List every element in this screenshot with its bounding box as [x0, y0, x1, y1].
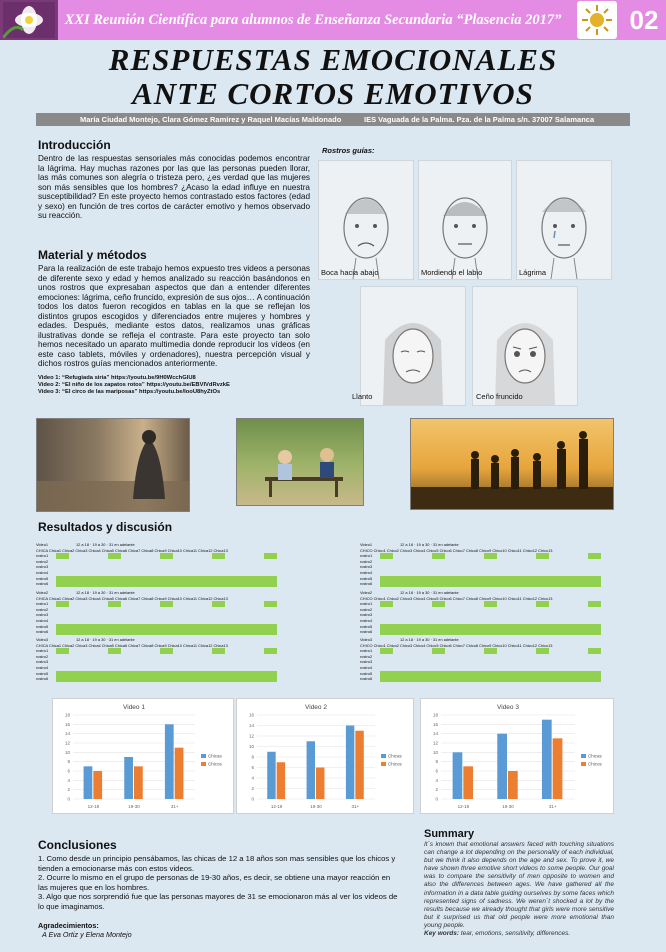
- intro-section: [38, 138, 310, 221]
- chart-video-3-svg: [421, 699, 613, 813]
- table-header: CHICO Chico1 Chico2 Chico3 Chico4 Chico5 Chico6 Chico7 Chico8 Chico9 Chico10 Chico11 Chico12 Chico13: [360, 547, 553, 553]
- table-cell: [160, 581, 173, 587]
- row-label: rostro5: [36, 575, 49, 581]
- table-header: CHICO Chico1 Chico2 Chico3 Chico4 Chico5 Chico6 Chico7 Chico8 Chico9 Chico10 Chico11 Chico12 Chico13: [360, 595, 553, 601]
- x-tick-label: 31+: [548, 804, 557, 809]
- legend-swatch: [381, 762, 386, 766]
- table-cell: [471, 629, 484, 635]
- row-label: rostro6: [360, 629, 373, 635]
- x-tick-label: 12-18: [270, 804, 283, 809]
- row-label: rostro3: [36, 659, 49, 665]
- face-label-4: Llanto: [352, 392, 373, 401]
- row-label: rostro2: [360, 606, 373, 612]
- video-link-2[interactable]: Video 2: “El niño de los zapatos rotos” https://youtu.be/EBVIVdRvzkE: [38, 381, 230, 388]
- y-tick-label: 16: [248, 712, 254, 718]
- conclusion-2: 2. Ocurre lo mismo en el grupo de personas de 19-30 años, es decir, se obtiene una mayor reacción en las mujeres que en los hombres.: [38, 873, 391, 892]
- table-cell: [432, 676, 445, 682]
- y-tick-label: 10: [432, 749, 438, 755]
- bar-chicas: [307, 741, 315, 799]
- bar-chicas: [267, 752, 275, 799]
- y-tick-label: 18: [432, 712, 438, 718]
- table-title: Video3: [36, 637, 49, 642]
- row-label: rostro3: [360, 612, 373, 618]
- bar-chicos: [508, 771, 518, 799]
- table-cell: [225, 676, 238, 682]
- y-tick-label: 6: [67, 768, 70, 774]
- table-cell: [406, 676, 419, 682]
- table-cell: [406, 581, 419, 587]
- video3-photo: [410, 418, 614, 510]
- table-cell: [134, 676, 147, 682]
- table-header: CHICA Chica1 Chica2 Chica3 Chica4 Chica5 Chica6 Chica7 Chica8 Chica9 Chica10 Chica11 Chica12 Chica13: [36, 642, 228, 648]
- legend-swatch: [201, 754, 206, 758]
- table-title: Video3: [360, 637, 373, 642]
- bar-chicos: [316, 768, 324, 800]
- bar-chicas: [542, 720, 552, 799]
- table-cell: [134, 581, 147, 587]
- table-cell: [121, 581, 134, 587]
- row-label: rostro4: [360, 617, 373, 623]
- video1-photo: [36, 418, 190, 512]
- legend-label: Chicos: [388, 761, 402, 767]
- table-cell: [212, 581, 225, 587]
- ack-text: A Eva Ortiz y Elena Montejo: [42, 929, 132, 939]
- legend-label: Chicas: [388, 753, 402, 759]
- chart-title: Video 3: [497, 704, 519, 711]
- y-tick-label: 8: [435, 759, 438, 765]
- legend-swatch: [581, 754, 586, 758]
- table-cell: [562, 581, 575, 587]
- face-drawing-icon: [331, 184, 401, 279]
- bar-chicos: [463, 766, 473, 799]
- x-tick-label: 31+: [351, 804, 360, 809]
- table-cell: [497, 581, 510, 587]
- table-cell: [419, 629, 432, 635]
- results-heading: [38, 520, 172, 534]
- table-cell: [82, 581, 95, 587]
- row-label: rostro3: [36, 564, 49, 570]
- table-cell: [95, 629, 108, 635]
- row-label: rostro5: [36, 670, 49, 676]
- table-cell: [160, 629, 173, 635]
- x-tick-label: 12-18: [457, 804, 470, 809]
- row-label: rostro6: [36, 676, 49, 682]
- face-crying: [360, 286, 466, 406]
- table-cell: [225, 629, 238, 635]
- table-cell: [69, 676, 82, 682]
- conclusion-3: 3. Algo que nos sorprendió fue que las personas mayores de 31 se emocionaron más al ver los videos de lo que imaginamos.: [38, 892, 398, 911]
- table-cell: [264, 629, 277, 635]
- bar-chicas: [124, 757, 133, 799]
- face-label-5: Ceño fruncido: [476, 392, 523, 401]
- table-title: Video2: [360, 590, 373, 595]
- table-cell: [238, 676, 251, 682]
- chart-title: Video 2: [305, 704, 327, 711]
- faces-heading: Rostros guías:: [322, 146, 375, 155]
- face-frown: [472, 286, 578, 406]
- keywords: tear, emotions, sensitivity, differences.: [459, 930, 571, 938]
- face-drawing-icon: [485, 310, 565, 405]
- legend-swatch: [581, 762, 586, 766]
- table-cell: [160, 676, 173, 682]
- results-title: Resultados y discusión: [38, 520, 173, 534]
- title-line-1: RESPUESTAS EMOCIONALES: [108, 42, 558, 77]
- y-tick-label: 16: [432, 721, 438, 727]
- y-tick-label: 12: [64, 740, 70, 746]
- table-cell: [251, 581, 264, 587]
- table-header: CHICA Chica1 Chica2 Chica3 Chica4 Chica5 Chica6 Chica7 Chica8 Chica9 Chica10 Chica11 Chica12 Chica13: [36, 547, 228, 553]
- results-table: [360, 590, 608, 635]
- face-label-3: Lágrima: [519, 268, 547, 277]
- keywords-label: Key words:: [424, 930, 460, 938]
- table-cell: [419, 581, 432, 587]
- table-cell: [536, 676, 549, 682]
- table-cell: [523, 676, 536, 682]
- face-lip-bite: [418, 160, 512, 280]
- table-cell: [134, 629, 147, 635]
- row-label: rostro4: [36, 664, 49, 670]
- chart-video-3: [420, 698, 614, 814]
- table-cell: [484, 581, 497, 587]
- legend-swatch: [201, 762, 206, 766]
- table-cell: [186, 629, 199, 635]
- table-cell: [212, 629, 225, 635]
- table-cell: [238, 581, 251, 587]
- table-cell: [393, 629, 406, 635]
- table-header: CHICO Chico1 Chico2 Chico3 Chico4 Chico5 Chico6 Chico7 Chico8 Chico9 Chico10 Chico11 Chico12 Chico13: [360, 642, 553, 648]
- results-table: [36, 590, 284, 635]
- table-cell: [186, 676, 199, 682]
- table-cell: [562, 629, 575, 635]
- table-age-groups: 12 a 18 · 19 a 30 · 31 en adelante: [400, 637, 459, 642]
- table-row: [360, 676, 608, 682]
- table-cell: [406, 629, 419, 635]
- row-label: rostro4: [360, 664, 373, 670]
- table-cell: [251, 676, 264, 682]
- ack-heading: Agradecimientos:: [38, 920, 99, 930]
- x-tick-label: 12-18: [87, 804, 100, 809]
- authors: María Ciudad Montejo, Clara Gómez Ramírez y Raquel Macías Maldonado: [80, 115, 342, 124]
- table-cell: [108, 629, 121, 635]
- table-cell: [393, 676, 406, 682]
- sun-logo: [577, 1, 617, 39]
- bar-chicos: [93, 771, 102, 799]
- table-cell: [186, 581, 199, 587]
- table-cell: [484, 629, 497, 635]
- table-cell: [497, 676, 510, 682]
- table-cell: [380, 676, 393, 682]
- video-link-1[interactable]: Video 1: “Refugiada siria” https://youtu.be/9H0WcchGlU8: [38, 374, 196, 381]
- table-cell: [484, 676, 497, 682]
- chart-video-2: [236, 698, 414, 814]
- y-tick-label: 8: [67, 759, 70, 765]
- face-drawing-icon: [430, 184, 500, 279]
- x-tick-label: 19-30: [128, 804, 140, 809]
- y-tick-label: 8: [251, 754, 254, 760]
- row-label: rostro1: [36, 601, 49, 607]
- table-cell: [588, 581, 601, 587]
- table-cell: [56, 581, 69, 587]
- y-tick-label: 6: [251, 765, 254, 770]
- table-cell: [82, 676, 95, 682]
- table-cell: [238, 629, 251, 635]
- summary-heading: Summary: [424, 828, 475, 840]
- y-tick-label: 14: [248, 723, 254, 728]
- table-cell: [432, 581, 445, 587]
- row-label: rostro2: [36, 606, 49, 612]
- table-cell: [549, 581, 562, 587]
- table-cell: [95, 581, 108, 587]
- results-table: [360, 542, 608, 587]
- row-label: rostro6: [36, 629, 49, 635]
- bar-chicas: [84, 766, 93, 799]
- face-drawing-icon: [373, 310, 453, 405]
- results-table: [36, 542, 284, 587]
- legend-label: Chicos: [588, 761, 602, 767]
- chart-title: Video 1: [123, 704, 145, 711]
- y-tick-label: 10: [64, 749, 70, 755]
- table-cell: [199, 676, 212, 682]
- face-label-1: Boca hacia abajo: [321, 268, 379, 277]
- table-cell: [497, 629, 510, 635]
- row-label: rostro3: [360, 659, 373, 665]
- row-label: rostro2: [36, 558, 49, 564]
- table-title: Video2: [36, 590, 49, 595]
- methods-heading: Material y métodos: [38, 248, 147, 262]
- table-age-groups: 12 a 18 · 19 a 30 · 31 en adelante: [400, 542, 459, 547]
- intro-text: Dentro de las respuestas sensoriales más conocidas podemos encontrar la lágrima. Hay muchas razones por las que las personas pueden llorar, las más comunes son alegría o tristeza pero, ¿es verdad que las mujeres son más sensibles que los hombres? ¿Acaso la edad influye en nuestra susceptibilidad? En este proyecto hemos contrastado estos factores (edad y sexo) en función de tres cortos de carácter emotivo y hemos observado su reacción.: [38, 154, 310, 220]
- table-cell: [445, 629, 458, 635]
- table-row: [36, 676, 284, 682]
- table-cell: [147, 676, 160, 682]
- table-title: Video1: [36, 542, 49, 547]
- video-link-3[interactable]: Video 3: “El circo de las mariposas” https://youtu.be/IooU8hyZtOs: [38, 388, 221, 395]
- table-cell: [588, 676, 601, 682]
- y-tick-label: 4: [67, 777, 70, 783]
- table-cell: [147, 581, 160, 587]
- face-sad-mouth: [318, 160, 414, 280]
- bar-chicas: [497, 734, 507, 799]
- chart-video-2-svg: [237, 699, 413, 813]
- table-cell: [264, 581, 277, 587]
- table-cell: [173, 676, 186, 682]
- y-tick-label: 12: [248, 733, 254, 739]
- results-table: [360, 637, 608, 682]
- bar-chicas: [165, 724, 174, 799]
- y-tick-label: 6: [435, 768, 438, 774]
- table-cell: [523, 629, 536, 635]
- table-cell: [549, 676, 562, 682]
- table-cell: [212, 676, 225, 682]
- y-tick-label: 4: [251, 775, 254, 781]
- row-label: rostro1: [360, 553, 373, 559]
- row-label: rostro4: [36, 569, 49, 575]
- table-cell: [147, 629, 160, 635]
- row-label: rostro6: [360, 581, 373, 587]
- y-tick-label: 12: [432, 740, 438, 746]
- row-label: rostro3: [36, 612, 49, 618]
- bar-chicas: [453, 752, 463, 799]
- authors-bar: [36, 113, 630, 126]
- table-age-groups: 12 a 18 · 19 a 30 · 31 en adelante: [76, 637, 135, 642]
- bar-chicos: [175, 748, 184, 799]
- row-label: rostro6: [360, 676, 373, 682]
- table-cell: [173, 581, 186, 587]
- summary-text: It´s known that emotional answers faced with touching situations can change a lot depending on the personality of each individual, but we think it also depends on the age and sex. To prove it, we have shown three emotive short videos to some people. Our goal was to compare the sensitivity of men opposite to women and also the differences between ages. We have gathered all the information in a data table guiding ourselves by some faces which represented signs of sadness. We weren´t shocked a lot by the results because we already thought that girls were more sensitive but it surprised us that old people were more emotional than young people.: [424, 841, 614, 929]
- poster-number: 02: [629, 5, 659, 35]
- table-cell: [95, 676, 108, 682]
- bar-chicos: [277, 762, 285, 799]
- table-cell: [471, 581, 484, 587]
- table-cell: [225, 581, 238, 587]
- y-tick-label: 2: [435, 787, 438, 793]
- row-label: rostro1: [36, 648, 49, 654]
- y-tick-label: 16: [64, 721, 70, 727]
- y-tick-label: 10: [248, 744, 254, 749]
- conclusion-1: 1. Como desde un principio pensábamos, las chicas de 12 a 18 años son mas sensibles que los chicos y tienden a emocionarse más con estos videos.: [38, 854, 396, 873]
- intro-heading: Introducción: [38, 138, 111, 152]
- table-cell: [458, 629, 471, 635]
- table-row: [360, 629, 608, 635]
- table-cell: [575, 676, 588, 682]
- table-age-groups: 12 a 18 · 19 a 30 · 31 en adelante: [76, 590, 135, 595]
- row-label: rostro5: [360, 670, 373, 676]
- table-cell: [432, 629, 445, 635]
- table-cell: [121, 676, 134, 682]
- row-label: rostro5: [36, 623, 49, 629]
- table-title: Video1: [360, 542, 373, 547]
- table-cell: [199, 581, 212, 587]
- table-cell: [380, 629, 393, 635]
- methods-section: [38, 248, 310, 396]
- legend-swatch: [381, 754, 386, 758]
- table-cell: [56, 676, 69, 682]
- chart-video-1-svg: [53, 699, 233, 813]
- bar-chicos: [134, 766, 143, 799]
- row-label: rostro5: [360, 575, 373, 581]
- table-cell: [264, 676, 277, 682]
- table-cell: [575, 581, 588, 587]
- row-label: rostro2: [36, 653, 49, 659]
- table-cell: [69, 581, 82, 587]
- row-label: rostro6: [36, 581, 49, 587]
- table-cell: [588, 629, 601, 635]
- row-label: rostro1: [36, 553, 49, 559]
- legend-label: Chicas: [588, 753, 602, 759]
- table-cell: [536, 581, 549, 587]
- row-label: rostro1: [360, 648, 373, 654]
- table-age-groups: 12 a 18 · 19 a 30 · 31 en adelante: [400, 590, 459, 595]
- row-label: rostro5: [360, 623, 373, 629]
- table-row: [360, 581, 608, 587]
- table-cell: [199, 629, 212, 635]
- row-label: rostro4: [36, 617, 49, 623]
- table-cell: [69, 629, 82, 635]
- table-cell: [562, 676, 575, 682]
- video2-photo: [236, 418, 364, 506]
- table-cell: [393, 581, 406, 587]
- y-tick-label: 0: [251, 796, 254, 802]
- conclusions-heading: Conclusiones: [38, 838, 117, 852]
- legend-label: Chicas: [208, 753, 222, 759]
- table-cell: [458, 581, 471, 587]
- table-cell: [173, 629, 186, 635]
- x-tick-label: 31+: [170, 804, 179, 809]
- chart-video-1: [52, 698, 234, 814]
- table-cell: [56, 629, 69, 635]
- row-label: rostro3: [360, 564, 373, 570]
- table-cell: [471, 676, 484, 682]
- table-cell: [108, 581, 121, 587]
- conclusions-section: [38, 838, 398, 939]
- table-cell: [445, 581, 458, 587]
- table-cell: [458, 676, 471, 682]
- poster-title: [0, 44, 666, 109]
- face-tear: [516, 160, 612, 280]
- affiliation: IES Vaguada de la Palma. Pza. de la Palma s/n. 37007 Salamanca: [364, 115, 595, 124]
- table-cell: [510, 629, 523, 635]
- title-line-2: ANTE CORTOS EMOTIVOS: [132, 76, 534, 111]
- bar-chicos: [553, 738, 563, 799]
- table-cell: [82, 629, 95, 635]
- x-tick-label: 19-30: [310, 804, 322, 809]
- legend-label: Chicos: [208, 761, 222, 767]
- table-cell: [108, 676, 121, 682]
- y-tick-label: 0: [67, 796, 70, 802]
- table-cell: [510, 581, 523, 587]
- y-tick-label: 14: [432, 731, 438, 737]
- table-age-groups: 12 a 18 · 19 a 30 · 31 en adelante: [76, 542, 135, 547]
- table-row: [36, 581, 284, 587]
- x-tick-label: 19-30: [502, 804, 514, 809]
- row-label: rostro1: [360, 601, 373, 607]
- table-cell: [419, 676, 432, 682]
- table-cell: [121, 629, 134, 635]
- y-tick-label: 4: [435, 777, 438, 783]
- flower-logo: [0, 0, 58, 40]
- y-tick-label: 14: [64, 731, 70, 737]
- y-tick-label: 0: [435, 796, 438, 802]
- row-label: rostro2: [360, 653, 373, 659]
- table-cell: [523, 581, 536, 587]
- bar-chicos: [355, 731, 363, 799]
- table-cell: [549, 629, 562, 635]
- face-drawing-icon: [529, 184, 599, 279]
- row-label: rostro2: [360, 558, 373, 564]
- table-cell: [445, 676, 458, 682]
- results-table: [36, 637, 284, 682]
- bar-chicas: [346, 726, 354, 800]
- y-tick-label: 2: [251, 786, 254, 791]
- table-cell: [575, 629, 588, 635]
- table-row: [36, 629, 284, 635]
- methods-text: Para la realización de este trabajo hemos expuesto tres videos a personas de diferente sexo y edad y hemos analizado su reacción basándonos en unos rostros que expresaban aspectos que dan a entender diferentes emociones: lágrima, ceño fruncido, expresión de sus ojos… A continuación todos los datos fueron recogidos en tablas en la que se reflejan los distintos grupos escogidos y diferenciados entre mujeres y hombres y edades. Después, mediante estos datos, realizamos unas gráficas ilustrativas donde se refleja el contraste. Para este proyecto tan solo hemos necesitado un aparato multimedia donde reproducir los vídeos (en este caso tablets, móviles y ordenadores), nuestra percepción visual y dichos rostros guías mencionados anteriormente.: [38, 264, 310, 368]
- table-header: CHICA Chica1 Chica2 Chica3 Chica4 Chica5 Chica6 Chica7 Chica8 Chica9 Chica10 Chica11 Chica12 Chica13: [36, 595, 228, 601]
- face-label-2: Mordiendo el labio: [421, 268, 483, 277]
- summary-section: [424, 828, 614, 938]
- y-tick-label: 2: [67, 787, 70, 793]
- y-tick-label: 18: [64, 712, 70, 718]
- table-cell: [251, 629, 264, 635]
- row-label: rostro4: [360, 569, 373, 575]
- table-cell: [380, 581, 393, 587]
- table-cell: [536, 629, 549, 635]
- table-cell: [510, 676, 523, 682]
- conference-title: XXI Reunión Científica para alumnos de Enseñanza Secundaria “Plasencia 2017”: [64, 12, 562, 28]
